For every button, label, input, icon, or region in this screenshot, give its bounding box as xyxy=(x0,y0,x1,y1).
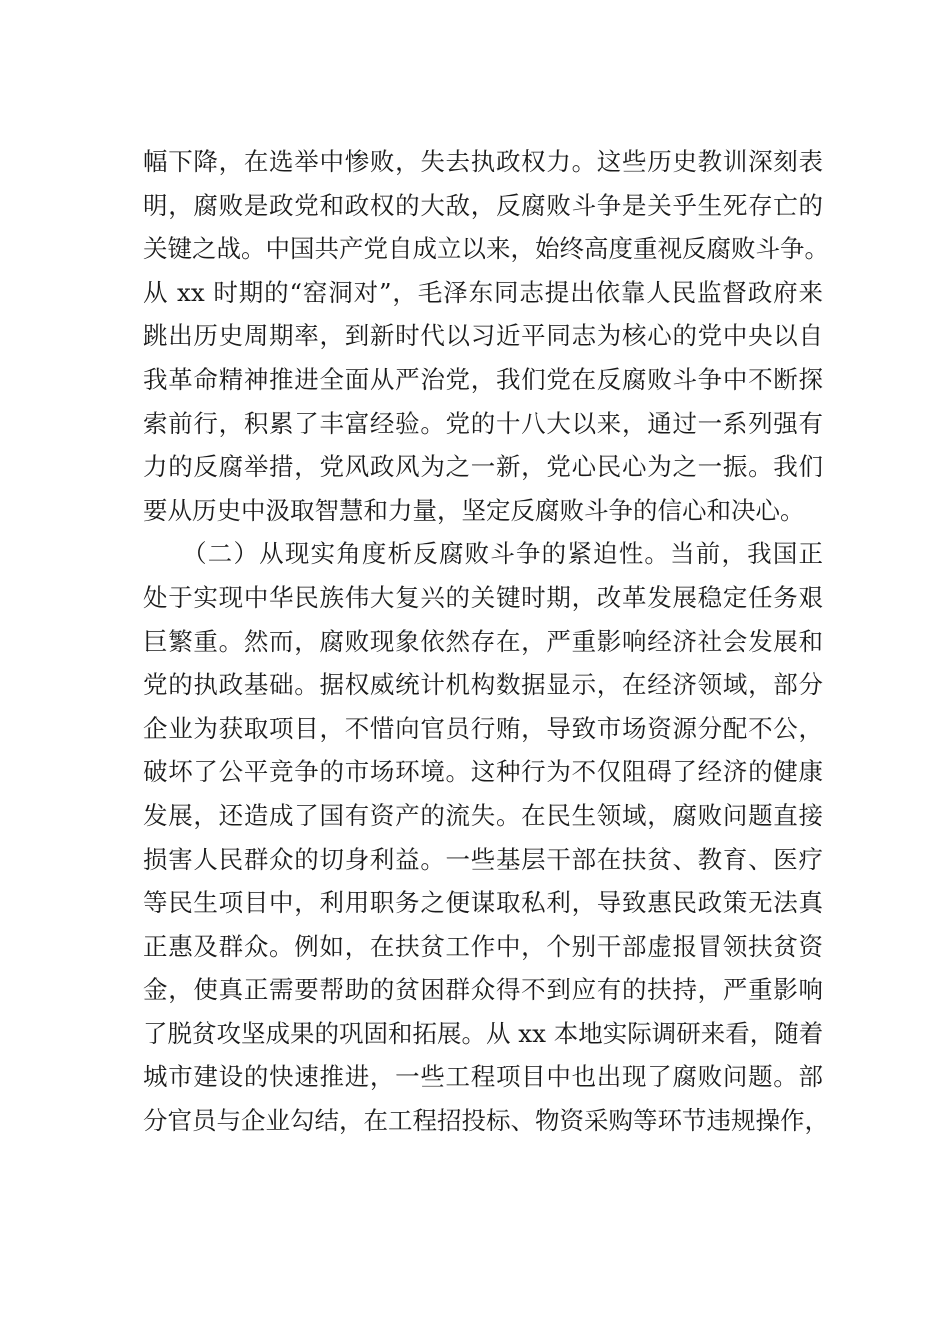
text-line: 我革命精神推进全面从严治党，我们党在反腐败斗争中不断探 xyxy=(143,364,823,394)
text-line: 破坏了公平竞争的市场环境。这种行为不仅阻碍了经济的健康 xyxy=(143,757,823,787)
body-text xyxy=(143,140,829,1143)
text-line: 正惠及群众。例如，在扶贫工作中，个别干部虚报冒领扶贫资 xyxy=(143,931,823,961)
text-line: 损害人民群众的切身利益。一些基层干部在扶贫、教育、医疗 xyxy=(143,844,823,874)
text-line: 跳出历史周期率，到新时代以习近平同志为核心的党中央以自 xyxy=(143,321,823,351)
text-line: 等民生项目中，利用职务之便谋取私利，导致惠民政策无法真 xyxy=(143,888,823,918)
text-line: 发展，还造成了国有资产的流失。在民生领域，腐败问题直接 xyxy=(143,800,823,830)
text-line: 城市建设的快速推进，一些工程项目中也出现了腐败问题。部 xyxy=(143,1062,823,1092)
text-line: 处于实现中华民族伟大复兴的关键时期，改革发展稳定任务艰 xyxy=(143,582,823,612)
section-heading-line: （二）从现实角度析反腐败斗争的紧迫性。当前，我国正 xyxy=(143,539,823,569)
text-line: 企业为获取项目，不惜向官员行贿，导致市场资源分配不公， xyxy=(143,713,823,743)
text-line: 巨繁重。然而，腐败现象依然存在，严重影响经济社会发展和 xyxy=(143,626,823,656)
text-line: 力的反腐举措，党风政风为之一新，党心民心为之一振。我们 xyxy=(143,452,823,482)
text-line: 了脱贫攻坚成果的巩固和拓展。从 xx 本地实际调研来看，随着 xyxy=(143,1018,824,1048)
text-line: 从 xx 时期的“窑洞对”，毛泽东同志提出依靠人民监督政府来 xyxy=(143,277,823,307)
paragraph-end-line: 要从历史中汲取智慧和力量，坚定反腐败斗争的信心和决心。 xyxy=(143,495,805,525)
text-line: 索前行，积累了丰富经验。党的十八大以来，通过一系列强有 xyxy=(143,408,823,438)
text-line: 关键之战。中国共产党自成立以来，始终高度重视反腐败斗争。 xyxy=(143,234,829,264)
text-line: 明，腐败是政党和政权的大敌，反腐败斗争是关乎生死存亡的 xyxy=(143,190,823,220)
text-line: 分官员与企业勾结，在工程招投标、物资采购等环节违规操作， xyxy=(143,1106,829,1136)
text-line: 幅下降，在选举中惨败，失去执政权力。这些历史教训深刻表 xyxy=(143,147,823,176)
text-line: 党的执政基础。据权威统计机构数据显示，在经济领域，部分 xyxy=(143,670,823,700)
text-line: 金，使真正需要帮助的贫困群众得不到应有的扶持，严重影响 xyxy=(143,975,823,1005)
